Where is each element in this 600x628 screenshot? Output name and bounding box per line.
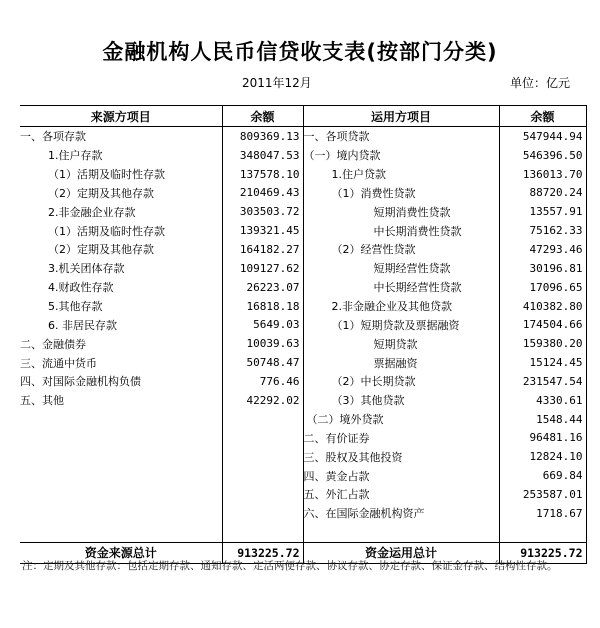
source-item-label	[20, 429, 222, 448]
table-row	[20, 391, 586, 410]
table-row	[20, 146, 586, 165]
use-item-label: 三、股权及其他投资	[303, 450, 403, 464]
spacer-cell	[303, 523, 499, 542]
footnote: 注：定期及其他存款：包括定期存款、通知存款、定活两便存款、协议存款、协定存款、保证金存款、结构性存款。	[22, 560, 558, 572]
table-row	[20, 372, 586, 391]
source-balance-value	[222, 485, 303, 504]
source-balance-value: 809369.13	[222, 127, 303, 146]
use-balance-value: 669.84	[499, 466, 586, 485]
spacer-row	[20, 523, 586, 542]
use-item-label: 五、外汇占款	[303, 488, 370, 502]
table-row	[20, 297, 586, 316]
use-balance-value: 15124.45	[499, 353, 586, 372]
spacer-cell	[20, 523, 222, 542]
source-balance-value: 109127.62	[222, 259, 303, 278]
use-item-label: 票据融资	[373, 356, 418, 370]
source-item-label: 3.机关团体存款	[48, 262, 125, 276]
use-item-label: （1）消费性贷款	[331, 186, 416, 200]
use-item-label: 二、有价证券	[303, 431, 370, 445]
source-balance-value: 26223.07	[222, 278, 303, 297]
source-item-label	[20, 485, 222, 504]
use-balance-value: 231547.54	[499, 372, 586, 391]
use-balance-value: 17096.65	[499, 278, 586, 297]
table-row	[20, 466, 586, 485]
use-balance-value: 546396.50	[499, 146, 586, 165]
source-balance-value: 16818.18	[222, 297, 303, 316]
use-balance-value: 4330.61	[499, 391, 586, 410]
source-balance-value: 42292.02	[222, 391, 303, 410]
source-balance-value	[222, 504, 303, 523]
source-balance-value: 303503.72	[222, 202, 303, 221]
spacer-cell	[499, 523, 586, 542]
use-item-label: （3）其他贷款	[331, 394, 405, 408]
table-row	[20, 202, 586, 221]
table-row	[20, 485, 586, 504]
table-header-row	[20, 106, 586, 127]
credit-table	[20, 105, 587, 564]
source-item-label: 1.住户存款	[48, 149, 103, 163]
use-item-label: （二）境外贷款	[306, 413, 384, 427]
table-row	[20, 315, 586, 334]
use-balance-value: 136013.70	[499, 165, 586, 184]
table-row	[20, 353, 586, 372]
table-row	[20, 410, 586, 429]
source-item-label: 2.非金融企业存款	[48, 205, 136, 219]
source-balance-value	[222, 466, 303, 485]
use-balance-value: 1548.44	[499, 410, 586, 429]
source-total-value: 913225.72	[222, 542, 303, 563]
source-balance-value	[222, 429, 303, 448]
use-balance-value: 47293.46	[499, 240, 586, 259]
unit-label: 单位：亿元	[509, 76, 570, 90]
use-item-label: 中长期消费性贷款	[373, 224, 462, 238]
use-item-label: 一、各项贷款	[303, 130, 370, 144]
use-item-label: （2）经营性贷款	[331, 243, 416, 257]
source-balance-value: 776.46	[222, 372, 303, 391]
use-item-label: 中长期经营性贷款	[373, 281, 462, 295]
table-row	[20, 259, 586, 278]
use-balance-value: 410382.80	[499, 297, 586, 316]
source-item-label	[20, 466, 222, 485]
source-item-label: （2）定期及其他存款	[48, 243, 154, 257]
use-item-label: 短期经营性贷款	[373, 262, 451, 276]
table-row	[20, 504, 586, 523]
source-total-label: 资金来源总计	[20, 542, 222, 563]
source-item-label: 三、流通中货币	[20, 356, 97, 370]
use-item-label: 短期贷款	[373, 337, 418, 351]
use-balance-value: 253587.01	[499, 485, 586, 504]
report-date: 2011年12月	[242, 76, 312, 90]
use-balance-value: 13557.91	[499, 202, 586, 221]
header-use-balance: 余额	[499, 106, 586, 127]
source-item-label: （1）活期及临时性存款	[48, 224, 165, 238]
source-balance-value: 210469.43	[222, 184, 303, 203]
use-item-label: （1）短期贷款及票据融资	[331, 318, 460, 332]
header-source-balance: 余额	[222, 106, 303, 127]
use-balance-value: 174504.66	[499, 315, 586, 334]
table-row	[20, 429, 586, 448]
source-balance-value: 139321.45	[222, 221, 303, 240]
use-balance-value: 88720.24	[499, 184, 586, 203]
use-total-value: 913225.72	[499, 542, 586, 563]
table-row	[20, 240, 586, 259]
source-balance-value: 5649.03	[222, 315, 303, 334]
source-balance-value	[222, 410, 303, 429]
use-balance-value: 30196.81	[499, 259, 586, 278]
table-row	[20, 221, 586, 240]
use-item-label: 2.非金融企业及其他贷款	[331, 300, 452, 314]
table-row	[20, 447, 586, 466]
use-item-label: 1.住户贷款	[331, 168, 386, 182]
source-item-label: （2）定期及其他存款	[48, 186, 154, 200]
source-balance-value: 348047.53	[222, 146, 303, 165]
header-use-item: 运用方项目	[303, 106, 499, 127]
source-item-label	[20, 410, 222, 429]
use-balance-value: 547944.94	[499, 127, 586, 146]
table-row	[20, 278, 586, 297]
table-row	[20, 334, 586, 353]
source-balance-value: 50748.47	[222, 353, 303, 372]
use-item-label: 四、黄金占款	[303, 469, 370, 483]
source-balance-value: 164182.27	[222, 240, 303, 259]
table-row	[20, 165, 586, 184]
table-row	[20, 184, 586, 203]
use-item-label: （一）境内贷款	[303, 149, 381, 163]
use-item-label: （2）中长期贷款	[331, 375, 416, 389]
spacer-cell	[222, 523, 303, 542]
source-item-label: （1）活期及临时性存款	[48, 168, 165, 182]
source-balance-value: 137578.10	[222, 165, 303, 184]
source-balance-value	[222, 447, 303, 466]
use-balance-value: 159380.20	[499, 334, 586, 353]
source-item-label: 5.其他存款	[48, 300, 103, 314]
use-balance-value: 96481.16	[499, 429, 586, 448]
use-item-label: 短期消费性贷款	[373, 205, 451, 219]
source-item-label: 二、金融债券	[20, 337, 86, 351]
source-item-label: 4.财政性存款	[48, 281, 114, 295]
page-title: 金融机构人民币信贷收支表(按部门分类)	[102, 40, 498, 64]
source-item-label: 五、其他	[20, 394, 64, 408]
use-total-label: 资金运用总计	[303, 542, 499, 563]
use-balance-value: 75162.33	[499, 221, 586, 240]
table-row	[20, 127, 586, 146]
source-item-label	[20, 504, 222, 523]
source-item-label: 6. 非居民存款	[48, 318, 117, 332]
source-balance-value: 10039.63	[222, 334, 303, 353]
source-item-label: 一、各项存款	[20, 130, 86, 144]
source-item-label: 四、对国际金融机构负债	[20, 375, 141, 389]
header-source-item: 来源方项目	[20, 106, 222, 127]
use-item-label: 六、在国际金融机构资产	[303, 507, 425, 521]
use-balance-value: 12824.10	[499, 447, 586, 466]
source-item-label	[20, 447, 222, 466]
use-balance-value: 1718.67	[499, 504, 586, 523]
